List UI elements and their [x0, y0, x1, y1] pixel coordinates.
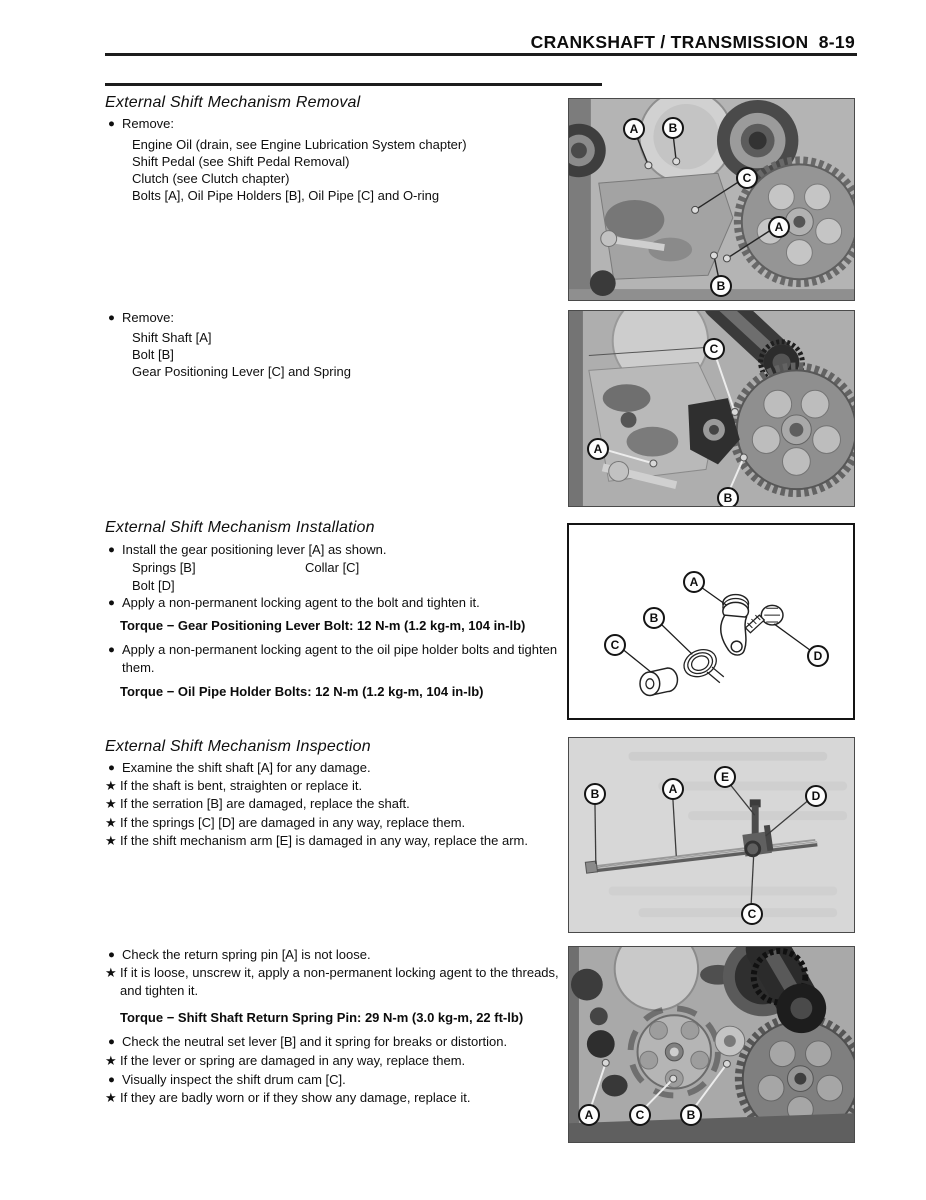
step-remove-1 [108, 115, 174, 134]
section-heading-removal: External Shift Mechanism Removal [105, 94, 361, 111]
step-text: Visually inspect the shift drum cam [C]. [122, 1072, 346, 1087]
inspection-step [105, 814, 465, 832]
callout-label: A [578, 1104, 600, 1126]
callout-label: B [717, 487, 739, 507]
step-apply-holders [108, 641, 576, 676]
list-item: Springs [B] [132, 560, 196, 575]
bullet-marker: ● [108, 597, 115, 609]
callout-label: B [643, 607, 665, 629]
step-text: If the shaft is bent, straighten or replace it. [120, 778, 363, 793]
star-marker: ★ [105, 965, 117, 980]
torque-spec-holder-bolts: Torque − Oil Pipe Holder Bolts: 12 N-m (1.2 kg-m, 104 in-lb) [120, 684, 484, 699]
inspection-step [108, 759, 371, 778]
torque-spec-return-spring-pin: Torque − Shift Shaft Return Spring Pin: 29 N-m (3.0 kg-m, 22 ft-lb) [120, 1010, 524, 1025]
parts-line-art [569, 525, 853, 718]
callout-label: C [741, 903, 763, 925]
step-text: If the springs [C] [D] are damaged in any way, replace them. [120, 815, 466, 830]
star-marker: ★ [105, 1090, 117, 1105]
step-text: Install the gear positioning lever [A] as shown. [122, 542, 387, 557]
callout-label: B [584, 783, 606, 805]
figure-shift-shaft-removal-photo [568, 310, 855, 507]
callout-label: B [662, 117, 684, 139]
page-header-title: CRANKSHAFT / TRANSMISSION 8-19 [530, 32, 855, 52]
bullet-marker: ● [108, 949, 115, 961]
callout-label: A [768, 216, 790, 238]
figure-shift-shaft-inspection-photo [568, 737, 855, 933]
shaft-photo-art [569, 738, 854, 932]
figure-lever-parts-diagram [567, 523, 855, 720]
list-item: Clutch (see Clutch chapter) [132, 171, 290, 186]
torque-spec-lever-bolt: Torque − Gear Positioning Lever Bolt: 12 N-m (1.2 kg-m, 104 in-lb) [120, 618, 526, 633]
list-item: Gear Positioning Lever [C] and Spring [132, 364, 351, 379]
callout-label: A [587, 438, 609, 460]
step-text: If the shift mechanism arm [E] is damaged in any way, replace the arm. [120, 833, 528, 848]
star-marker: ★ [105, 815, 117, 830]
bullet-marker: ● [108, 644, 115, 656]
bullet-marker: ● [108, 1036, 115, 1048]
callout-label: A [683, 571, 705, 593]
step-install-lever [108, 541, 386, 560]
star-marker: ★ [105, 1053, 117, 1068]
bullet-marker: ● [108, 312, 115, 324]
list-item: Shift Pedal (see Shift Pedal Removal) [132, 154, 350, 169]
callout-label: C [703, 338, 725, 360]
step-apply-bolt [108, 594, 480, 613]
star-marker: ★ [105, 833, 117, 848]
figure-oil-pipe-bolts-photo [568, 98, 855, 301]
check-step [105, 1052, 465, 1070]
step-text: If the lever or spring are damaged in any way, replace them. [120, 1053, 466, 1068]
callout-label: B [680, 1104, 702, 1126]
callout-label: C [629, 1104, 651, 1126]
step-text: Remove: [122, 116, 175, 131]
callout-label: A [623, 118, 645, 140]
star-marker: ★ [105, 796, 117, 811]
step-text: If they are badly worn or if they show any damage, replace it. [120, 1090, 471, 1105]
list-item: Collar [C] [305, 560, 360, 575]
inspection-step [105, 832, 528, 850]
step-text: Check the neutral set lever [B] and it spring for breaks or distortion. [122, 1034, 508, 1049]
step-text: Check the return spring pin [A] is not loose. [122, 947, 371, 962]
callout-label: C [604, 634, 626, 656]
callout-label: E [714, 766, 736, 788]
check-step [108, 946, 371, 965]
check-step [105, 1089, 470, 1107]
list-item: Engine Oil (drain, see Engine Lubrication System chapter) [132, 137, 467, 152]
callout-label: D [807, 645, 829, 667]
section-heading-installation: External Shift Mechanism Installation [105, 519, 375, 536]
step-text: Apply a non-permanent locking agent to the oil pipe holder bolts and tighten them. [122, 642, 558, 675]
engine-photo-art [569, 947, 854, 1142]
list-item: Bolts [A], Oil Pipe Holders [B], Oil Pipe [C] and O-ring [132, 188, 440, 203]
check-step [108, 1033, 507, 1052]
step-text: Examine the shift shaft [A] for any damage. [122, 760, 371, 775]
step-text: If the serration [B] are damaged, replace the shaft. [120, 796, 410, 811]
inspection-step [105, 795, 410, 813]
bullet-marker: ● [108, 544, 115, 556]
step-text: Remove: [122, 310, 175, 325]
callout-label: A [662, 778, 684, 800]
check-step [105, 964, 573, 999]
step-text: Apply a non-permanent locking agent to the bolt and tighten it. [122, 595, 480, 610]
header-rule [105, 53, 857, 56]
list-item: Bolt [D] [132, 578, 175, 593]
list-item: Bolt [B] [132, 347, 174, 362]
list-item: Shift Shaft [A] [132, 330, 212, 345]
callout-label: D [805, 785, 827, 807]
engine-photo-art [569, 99, 854, 300]
bullet-marker: ● [108, 1074, 115, 1086]
step-text: If it is loose, unscrew it, apply a non-permanent locking agent to the threads, and tighten it. [120, 965, 559, 998]
bullet-marker: ● [108, 762, 115, 774]
bullet-marker: ● [108, 118, 115, 130]
callout-label: B [710, 275, 732, 297]
check-step [108, 1071, 346, 1090]
figure-shift-drum-cam-photo [568, 946, 855, 1143]
star-marker: ★ [105, 778, 117, 793]
callout-label: C [736, 167, 758, 189]
inspection-step [105, 777, 362, 795]
section-heading-inspection: External Shift Mechanism Inspection [105, 738, 371, 755]
sub-rule [105, 83, 602, 86]
step-remove-2 [108, 309, 174, 328]
